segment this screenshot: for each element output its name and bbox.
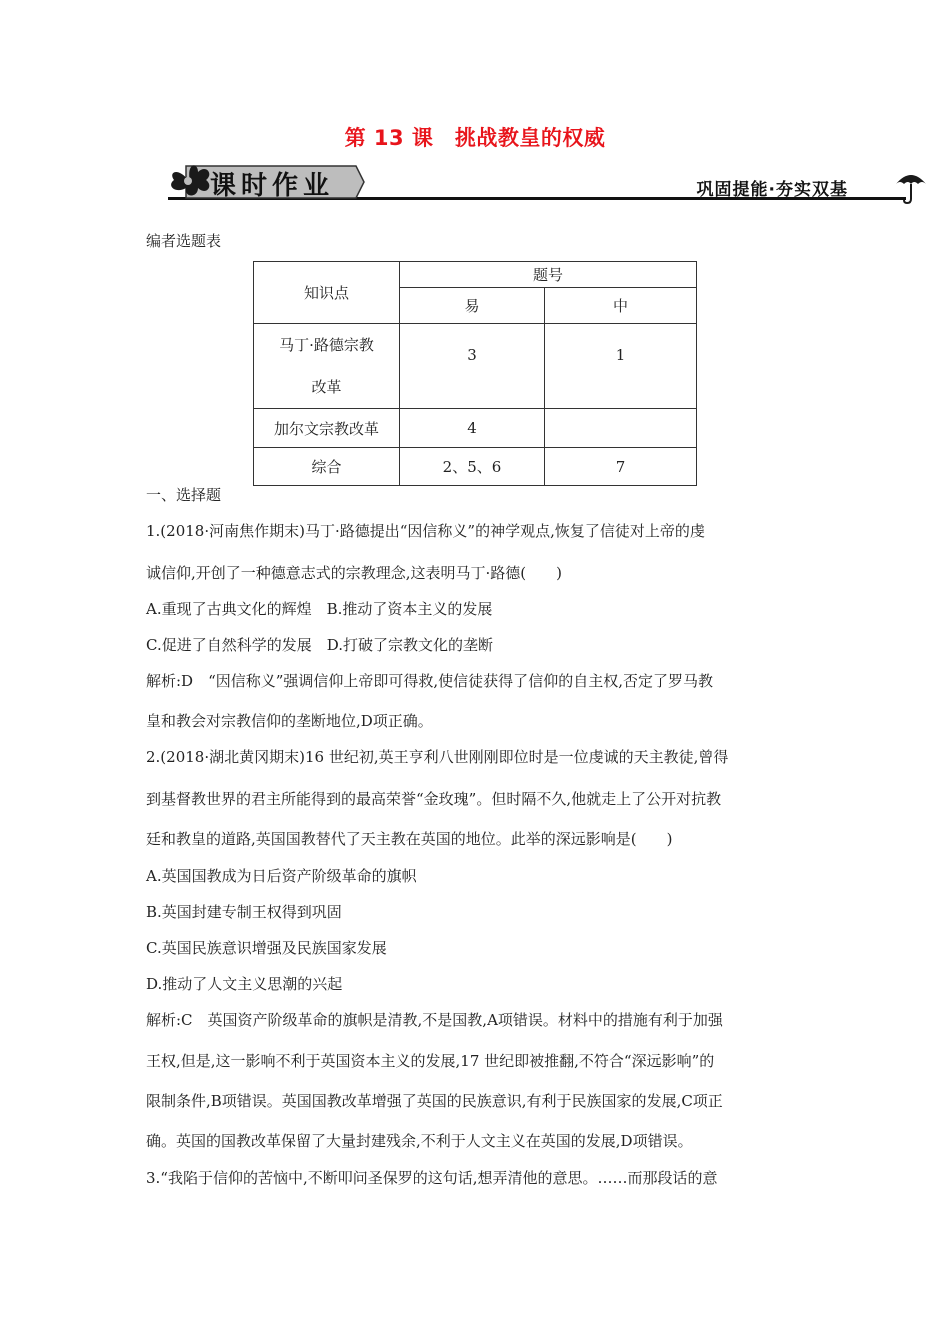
mid-cell <box>545 409 697 448</box>
banner-tagline: 巩固提能·夯实双基 <box>696 180 848 200</box>
topic-cell <box>254 324 400 409</box>
header-knowledge: 知识点 <box>254 262 400 324</box>
topic-cell: 加尔文宗教改革 <box>254 409 400 448</box>
table-row <box>254 448 697 486</box>
table-caption: 编者选题表 <box>146 232 222 250</box>
question-text: 2.(2018·湖北黄冈期末)16 世纪初,英王亨利八世刚刚即位时是一位虔诚的天主教徒,曾得 <box>146 748 729 766</box>
mid-cell: 1 <box>545 324 697 409</box>
analysis-text: 确。英国的国教改革保留了大量封建残余,不利于人文主义在英国的发展,D项错误。 <box>146 1132 693 1150</box>
topic-selection-table <box>253 261 697 486</box>
table-row <box>254 324 697 409</box>
option-line: B.英国封建专制王权得到巩固 <box>146 903 342 921</box>
question-text: 1.(2018·河南焦作期末)马丁·路德提出“因信称义”的神学观点,恢复了信徒对上帝的虔 <box>146 522 705 540</box>
header-mid: 中 <box>545 288 697 324</box>
option-line: A.英国国教成为日后资产阶级革命的旗帜 <box>146 867 417 885</box>
option-line: D.推动了人文主义思潮的兴起 <box>146 975 343 993</box>
analysis-text: 王权,但是,这一影响不利于英国资本主义的发展,17 世纪即被推翻,不符合“深远影响”的 <box>146 1052 715 1070</box>
question-text: 到基督教世界的君主所能得到的最高荣誉“金玫瑰”。但时隔不久,他就走上了公开对抗教 <box>146 790 722 808</box>
section-title: 一、选择题 <box>146 486 222 504</box>
topic-line: 马丁·路德宗教 <box>279 336 374 354</box>
topic-cell: 综合 <box>254 448 400 486</box>
analysis-text: 限制条件,B项错误。英国国教改革增强了英国的民族意识,有利于民族国家的发展,C项正 <box>146 1092 723 1110</box>
analysis-text: 解析:D “因信称义”强调信仰上帝即可得救,使信徒获得了信仰的自主权,否定了罗马教 <box>146 672 713 690</box>
table-row <box>254 409 697 448</box>
mid-cell: 7 <box>545 448 697 486</box>
question-text: 诚信仰,开创了一种德意志式的宗教理念,这表明马丁·路德( ) <box>146 564 563 582</box>
analysis-text: 解析:C 英国资产阶级革命的旗帜是清教,不是国教,A项错误。材料中的措施有利于加强 <box>146 1011 723 1029</box>
option-line: A.重现了古典文化的辉煌 B.推动了资本主义的发展 <box>146 600 493 618</box>
easy-cell: 4 <box>400 409 545 448</box>
header-number: 题号 <box>400 262 697 288</box>
banner-badge-label: 课时作业 <box>210 171 335 201</box>
umbrella-icon <box>894 168 928 204</box>
analysis-text: 皇和教会对宗教信仰的垄断地位,D项正确。 <box>146 712 433 730</box>
easy-cell: 2、5、6 <box>400 448 545 486</box>
topic-line: 改革 <box>311 378 342 396</box>
question-text: 3.“我陷于信仰的苦恼中,不断叩问圣保罗的这句话,想弄清他的意思。……而那段话的意 <box>146 1169 718 1187</box>
question-text: 廷和教皇的道路,英国国教替代了天主教在英国的地位。此举的深远影响是( ) <box>146 830 673 848</box>
option-line: C.英国民族意识增强及民族国家发展 <box>146 939 387 957</box>
easy-cell: 3 <box>400 324 545 409</box>
option-line: C.促进了自然科学的发展 D.打破了宗教文化的垄断 <box>146 636 493 654</box>
lesson-title: 第 13 课 挑战教皇的权威 <box>344 126 606 150</box>
homework-banner <box>168 162 928 204</box>
header-easy: 易 <box>400 288 545 324</box>
